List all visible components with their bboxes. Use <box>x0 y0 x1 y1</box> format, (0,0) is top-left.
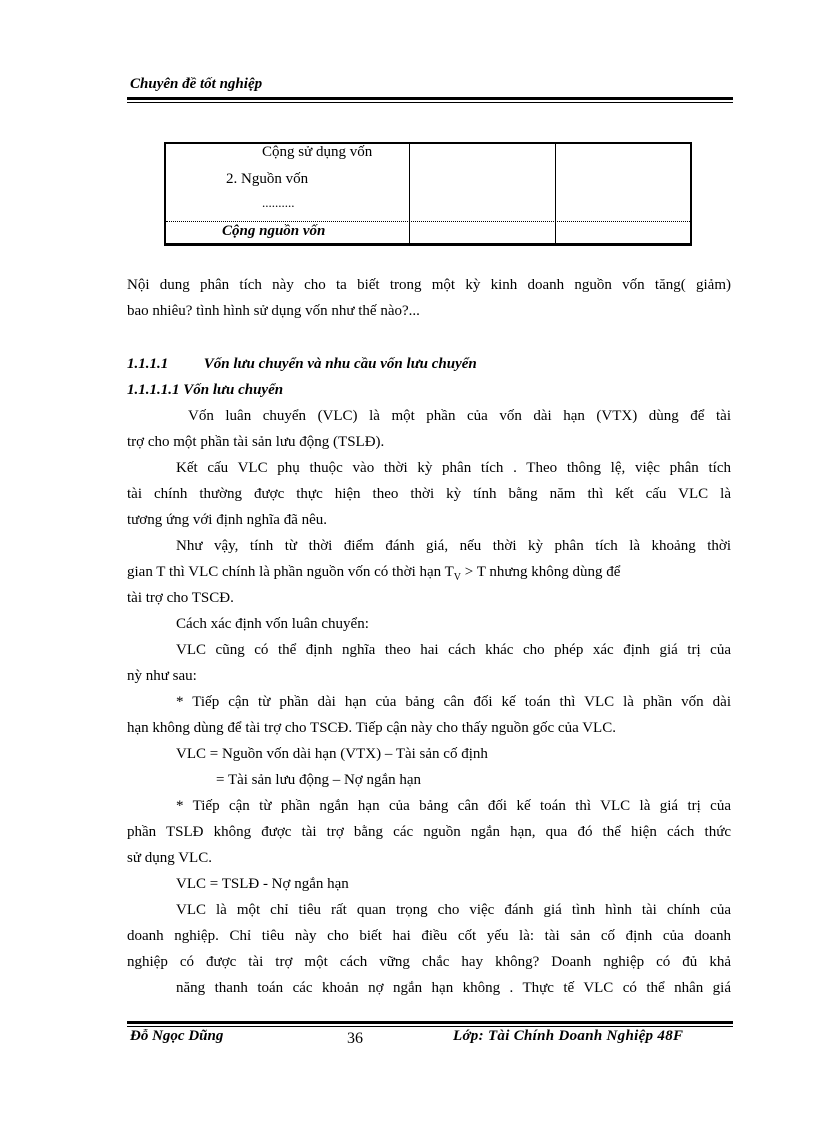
body-line: hạn không dùng để tài trợ cho TSCĐ. Tiếp cận này cho thấy nguồn gốc của VLC. <box>127 720 616 736</box>
body-line: năng thanh toán các khoản nợ ngắn hạn không . Thực tế VLC có thể nhân giá <box>176 980 731 996</box>
body-line: * Tiếp cận từ phần dài hạn của bảng cân đối kế toán thì VLC là phần vốn dài <box>176 694 731 710</box>
page-number: 36 <box>347 1030 363 1047</box>
body-text: gian T thì VLC chính là phần nguồn vốn có thời hạn T <box>127 564 454 580</box>
formula-line: VLC = TSLĐ - Nợ ngắn hạn <box>176 876 349 892</box>
body-line: Cách xác định vốn luân chuyển: <box>176 616 369 632</box>
intro-line-2: bao nhiêu? tình hình sử dụng vốn như thế nào?... <box>127 303 420 319</box>
subsection-heading: 1.1.1.1.1 Vốn lưu chuyển <box>127 382 284 398</box>
header-rule-thin <box>127 102 733 103</box>
section-heading-text: Vốn lưu chuyển và nhu cầu vốn lưu chuyển <box>203 356 477 372</box>
body-line: VLC cũng có thể định nghĩa theo hai cách khác cho phép xác định giá trị của <box>176 642 731 658</box>
table-column-divider <box>409 144 410 243</box>
section-heading-number: 1.1.1.1 <box>127 356 169 372</box>
body-line: tài chính thường được thực hiện theo thời kỳ tính bằng năm thì kết cấu VLC là <box>127 486 731 502</box>
intro-line-1: Nội dung phân tích này cho ta biết trong một kỳ kinh doanh nguồn vốn tăng( giảm) <box>127 277 731 293</box>
body-line: tài trợ cho TSCĐ. <box>127 590 234 606</box>
table-row-ellipsis: .......... <box>262 195 295 210</box>
header-rule-thick <box>127 97 733 100</box>
formula-line: VLC = Nguồn vốn dài hạn (VTX) – Tài sản cố định <box>176 746 488 762</box>
body-line: phần TSLĐ không được tài trợ bằng các nguồn ngắn hạn, qua đó thể hiện cách thức <box>127 824 731 840</box>
footer-author: Đỗ Ngọc Dũng <box>130 1028 224 1044</box>
body-line: Kết cấu VLC phụ thuộc vào thời kỳ phân tích . Theo thông lệ, việc phân tích <box>176 460 731 476</box>
subscript: V <box>453 572 462 583</box>
section-heading <box>127 351 731 377</box>
table-column-divider <box>555 144 556 243</box>
body-line: sử dụng VLC. <box>127 850 212 866</box>
body-line: doanh nghiệp. Chỉ tiêu này cho biết hai điều cốt yếu là: tài sản cố định của doanh <box>127 928 731 944</box>
footer-rule-thick <box>127 1021 733 1024</box>
footer-rule-thin <box>127 1026 733 1027</box>
body-line: * Tiếp cận từ phần ngắn hạn của bảng cân đối kế toán thì VLC là giá trị của <box>176 798 731 814</box>
footer-class: Lớp: Tài Chính Doanh Nghiệp 48F <box>453 1028 684 1044</box>
page-header-title: Chuyên đề tốt nghiệp <box>130 76 263 92</box>
table-row-divider <box>166 221 690 222</box>
body-line: nghiệp có được tài trợ một cách vững chắc hay không? Doanh nghiệp có đủ khả <box>127 954 731 970</box>
body-line: Như vậy, tính từ thời điểm đánh giá, nếu thời kỳ phân tích là khoảng thời <box>176 538 731 554</box>
table-row-total-sources: Cộng nguồn vốn <box>222 223 326 239</box>
body-line: VLC là một chỉ tiêu rất quan trọng cho việc đánh giá tình hình tài chính của <box>176 902 731 918</box>
formula-line: = Tài sản lưu động – Nợ ngắn hạn <box>216 772 422 788</box>
body-text: > T nhưng không dùng để <box>461 564 621 580</box>
funds-table <box>164 142 692 246</box>
body-line: tương ứng với định nghĩa đã nêu. <box>127 512 328 528</box>
body-line: trợ cho một phần tài sản lưu động (TSLĐ). <box>127 434 385 450</box>
body-line: nỳ như sau: <box>127 668 197 684</box>
body-line: Vốn luân chuyển (VLC) là một phần của vốn dài hạn (VTX) dùng để tài <box>188 408 731 424</box>
table-row-total-use: Cộng sử dụng vốn <box>262 144 373 160</box>
table-row-sources: 2. Nguồn vốn <box>226 171 309 187</box>
